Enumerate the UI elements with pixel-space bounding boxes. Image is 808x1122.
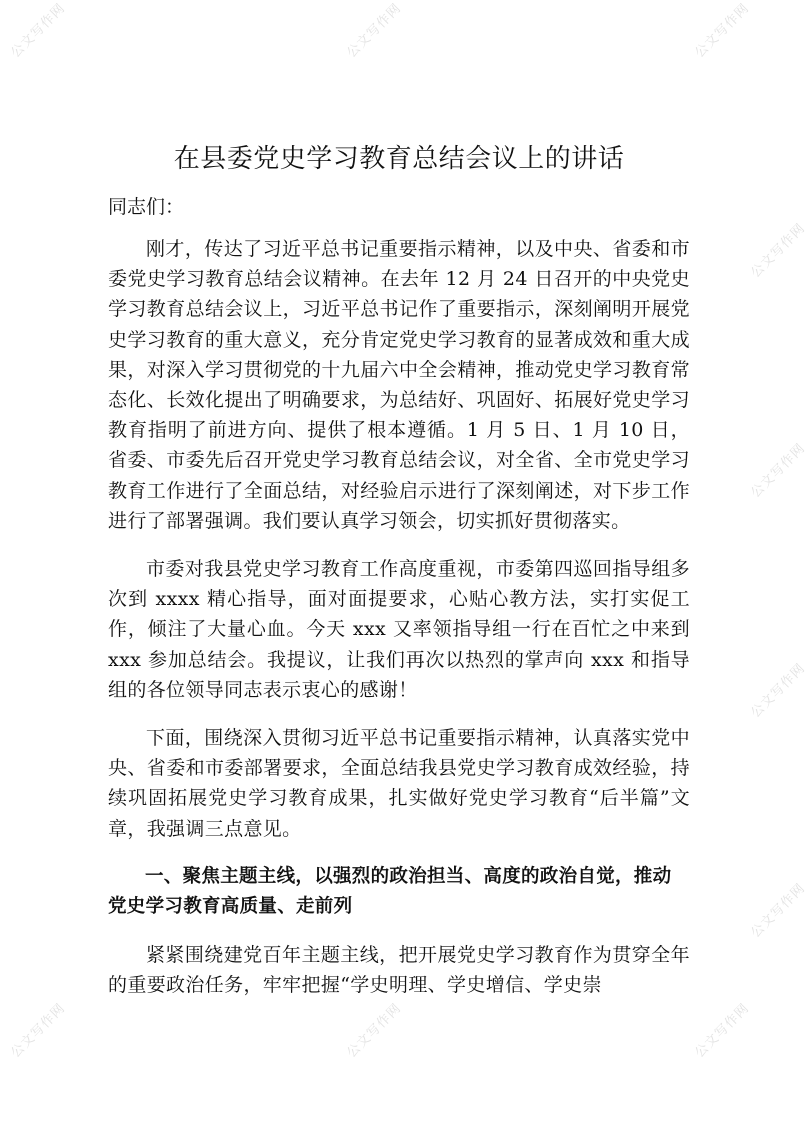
page-title: 在县委党史学习教育总结会议上的讲话 xyxy=(173,144,625,174)
watermark-text: 公文写作网 xyxy=(344,1000,405,1061)
paragraph-4: 紧紧围绕建党百年主题主线，把开展党史学习教育作为贯穿全年的重要政治任务，牢牢把握“学史明理、学史增信、学史崇 xyxy=(108,943,690,997)
watermark-text: 公文写作网 xyxy=(748,660,808,721)
watermark-text: 公文写作网 xyxy=(748,440,808,501)
document-body xyxy=(108,140,690,1018)
paragraph-1: 刚才，传达了习近平总书记重要指示精神，以及中央、省委和市委党史学习教育总结会议精神。在去年 12 月 24 日召开的中央党史学习教育总结会议上，习近平总书记作了重要指示，深刻阐明开展党史学习教育的重大意义，充分肯定党史学习教育的显著成效和重大成果，对深入学习贯彻党的十九届六中全会精神，推动党史学习教育常态化、长效化提出了明确要求，为总结好、巩固好、拓展好党史学习教育指明了前进方向、提供了根本遵循。1 月 5 日、1 月 10 日，省委、市委先后召开党史学习教育总结会议，对全省、全市党史学习教育工作进行了全面总结，对经验启示进行了深刻阐述，对下步工作进行了部署强调。我们要认真学习领会，切实抓好贯彻落实。 xyxy=(108,238,690,532)
watermark-text: 公文写作网 xyxy=(692,0,753,61)
section-heading-1: 一、聚焦主题主线，以强烈的政治担当、高度的政治自觉，推动党史学习教育高质量、走前列 xyxy=(108,865,672,917)
watermark-text: 公文写作网 xyxy=(748,880,808,941)
watermark-text: 公文写作网 xyxy=(8,1000,69,1061)
watermark-text: 公文写作网 xyxy=(8,0,69,61)
salutation: 同志们： xyxy=(108,196,185,218)
paragraph-3: 下面，围绕深入贯彻习近平总书记重要指示精神，认真落实党中央、省委和市委部署要求，全面总结我县党史学习教育成效经验，持续巩固拓展党史学习教育成果，扎实做好党史学习教育“后半篇”文章，我强调三点意见。 xyxy=(108,727,690,840)
paragraph-2: 市委对我县党史学习教育工作高度重视，市委第四巡回指导组多次到 xxxx 精心指导，面对面提要求，心贴心教方法，实打实促工作，倾注了大量心血。今天 xxx 又率领指导组一行在百忙之中来到 xxx 参加总结会。我提议，让我们再次以热烈的掌声向 xxx 和指导组的各位领导同志表示衷心的感谢！ xyxy=(108,558,690,701)
watermark-text: 公文写作网 xyxy=(344,0,405,61)
watermark-text: 公文写作网 xyxy=(692,1000,753,1061)
watermark-text: 公文写作网 xyxy=(748,220,808,281)
